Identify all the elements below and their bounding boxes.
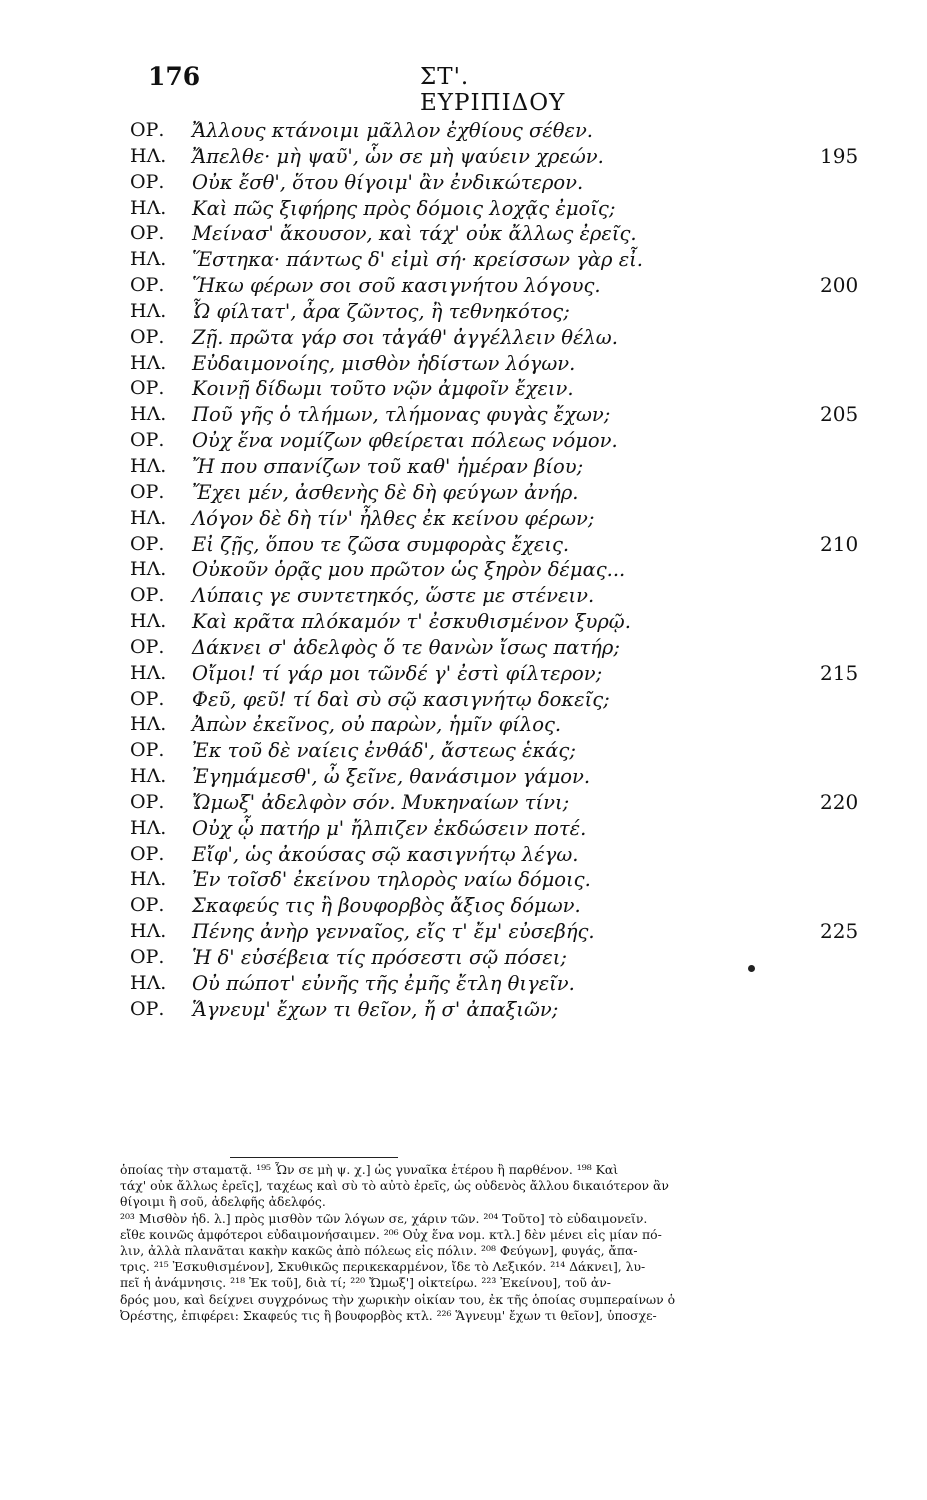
speaker-label: ΟΡ. [130,480,165,503]
verse-text: Μείνασ' ἄκουσον, καὶ τάχ' οὐκ ἄλλως ἐρεῖς. [192,222,637,246]
speaker-label: ΗΛ. [130,196,167,219]
verse-line [130,402,890,428]
verse-line [130,196,890,222]
verse-line [130,919,890,945]
footnote-line: εἴθε κοινῶς ἀμφότεροι εὐδαιμονήσαιμεν. ²⁰⁶ Οὐχ ἕνα νομ. κτλ.] δὲν μένει εἰς μίαν πό- [120,1226,662,1242]
footnote-line: δρός μου, καὶ δείχνει συγχρόνως τὴν χωρικὴν οἰκίαν του, ἐκ τῆς ὁποίας συμπεραίνων ὁ [120,1291,676,1307]
speaker-label: ΗΛ. [130,403,167,426]
speaker-label: ΟΡ. [130,894,165,917]
verse-text: Ἡ δ' εὐσέβεια τίς πρόσεστι σῷ πόσει; [192,946,567,969]
verse-line [130,144,890,170]
verse-line [130,170,890,196]
verse-text: Οἴμοι! τί γάρ μοι τῶνδέ γ' ἐστὶ φίλτερον; [192,661,603,685]
verse-text: Ἕστηκα· πάντως δ' εἰμὶ σή· κρείσσων γὰρ εἶ. [192,248,644,272]
verse-text: Ἔχει μέν, ἀσθενὴς δὲ δὴ φεύγων ἀνήρ. [192,480,579,504]
verse-dialogue [130,118,890,1023]
speaker-label: ΗΛ. [130,920,167,943]
verse-text: Ἄλλους κτάνοιμι μᾶλλον ἐχθίους σέθεν. [192,119,594,142]
verse-line [130,273,890,299]
verse-text: Οὐχ ἕνα νομίζων φθείρεται πόλεως νόμον. [192,429,618,453]
verse-text: Καὶ πῶς ξιφήρης πρὸς δόμοις λοχᾷς ἐμοῖς; [192,196,616,220]
verse-line [130,997,890,1023]
verse-text: Ἥκω φέρων σοι σοῦ κασιγνήτου λόγους. [192,274,601,298]
speaker-label: ΗΛ. [130,868,167,891]
verse-line [130,635,890,661]
speaker-label: ΟΡ. [130,997,165,1020]
verse-line [130,867,890,893]
verse-text: Ἀπὼν ἐκεῖνος, οὐ παρὼν, ἡμῖν φίλος. [192,713,562,737]
verse-text: Σκαφεύς τις ἢ βουφορβὸς ἄξιος δόμων. [192,894,581,918]
verse-text: Ἐκ τοῦ δὲ ναίεις ἐνθάδ', ἄστεως ἑκάς; [192,739,576,763]
verse-line [130,506,890,532]
verse-line [130,325,890,351]
verse-line [130,247,890,273]
verse-line [130,221,890,247]
speaker-label: ΟΡ. [130,429,165,452]
verse-line [130,816,890,842]
footnote-line: τάχ' οὐκ ἄλλως ἐρεῖς], ταχέως καὶ σὺ τὸ αὐτὸ ἐρεῖς, ὡς οὐδενὸς ἄλλου δικαιότερον ἂν [120,1178,669,1194]
verse-text: Ἐγημάμεσθ', ὦ ξεῖνε, θανάσιμον γάμον. [192,765,591,789]
speaker-label: ΟΡ. [130,274,165,297]
speaker-label: ΟΡ. [130,325,165,348]
verse-text: Εἰ ζῇς, ὅπου τε ζῶσα συμφορὰς ἔχεις. [192,532,570,556]
verse-text: Κοινῇ δίδωμι τοῦτο νῷν ἀμφοῖν ἔχειν. [192,377,574,401]
speaker-label: ΗΛ. [130,610,167,633]
speaker-label: ΗΛ. [130,248,167,271]
speaker-label: ΟΡ. [130,222,165,245]
verse-line [130,893,890,919]
speaker-label: ΗΛ. [130,713,167,736]
footnotes [120,1162,855,1324]
verse-text: Ζῇ. πρῶτα γάρ σοι τἀγάθ' ἀγγέλλειν θέλω. [192,325,618,349]
speaker-label: ΟΡ. [130,584,165,607]
speaker-label: ΗΛ. [130,816,167,839]
speaker-label: ΟΡ. [130,946,165,968]
speaker-label: ΟΡ. [130,119,165,141]
speaker-label: ΗΛ. [130,558,167,581]
speaker-label: ΟΡ. [130,790,165,813]
verse-text: Οὐκοῦν ὁρᾷς μου πρῶτον ὡς ξηρὸν δέμας... [192,558,626,582]
verse-line [130,609,890,635]
verse-text: Πένης ἀνὴρ γενναῖος, εἴς τ' ἔμ' εὐσεβής. [192,920,595,944]
speaker-label: ΟΡ. [130,170,165,193]
verse-line [130,428,890,454]
speaker-label: ΗΛ. [130,661,167,684]
verse-text: Ὤμωξ' ἀδελφὸν σόν. Μυκηναίων τίνι; [192,790,570,814]
line-number: 225 [820,919,859,944]
verse-text: Ἐν τοῖσδ' ἐκείνου τηλορὸς ναίω δόμοις. [192,868,591,892]
verse-line [130,712,890,738]
verse-text: Ἅγνευμ' ἔχων τι θεῖον, ἤ σ' ἀπαξιῶν; [192,997,559,1021]
footnote-line: ²⁰³ Μισθὸν ἡδ. λ.] πρὸς μισθὸν τῶν λόγων σε, χάριν τῶν. ²⁰⁴ Τοῦτο] τὸ εὐδαιμονεῖν. [120,1210,648,1226]
verse-text: Ποῦ γῆς ὁ τλήμων, τλήμονας φυγὰς ἔχων; [192,403,611,427]
speaker-label: ΗΛ. [130,454,167,477]
verse-line [130,738,890,764]
speaker-label: ΗΛ. [130,144,167,167]
verse-text: Οὐχ ᾧ πατήρ μ' ἤλπιζεν ἐκδώσειν ποτέ. [192,816,587,840]
verse-line [130,842,890,868]
ink-dot [748,965,755,972]
speaker-label: ΟΡ. [130,687,165,710]
verse-line [130,764,890,790]
verse-line [130,454,890,480]
line-number: 210 [820,531,859,556]
footnote-line: τρις. ²¹⁵ Ἐσκυθισμένον], Σκυθικῶς περικεκαρμένον, ἴδε τὸ Λεξικόν. ²¹⁴ Δάκνει], λυ- [120,1259,646,1275]
footnote-line: λιν, ἀλλὰ πλανᾶται κακὴν κακῶς ἀπὸ πόλεως εἰς πόλιν. ²⁰⁸ Φεύγων], φυγάς, ἄπα- [120,1243,638,1259]
verse-line [130,945,890,971]
line-number: 220 [820,789,859,814]
speaker-label: ΗΛ. [130,351,167,374]
verse-text: Οὐκ ἔσθ', ὅτου θίγοιμ' ἂν ἐνδικώτερον. [192,170,584,194]
verse-text: Φεῦ, φεῦ! τί δαὶ σὺ σῷ κασιγνήτῳ δοκεῖς; [192,687,610,711]
speaker-label: ΟΡ. [130,532,165,555]
footnote-line: πεῖ ἡ ἀνάμνησις. ²¹⁸ Ἐκ τοῦ], διὰ τί; ²²⁰ Ὤμωξ'] οἰκτείρω. ²²³ Ἐκείνου], τοῦ ἀν- [120,1275,611,1291]
speaker-label: ΟΡ. [130,739,165,762]
verse-line [130,971,890,997]
footnote-line: Ὀρέστης, ἐπιφέρει: Σκαφεύς τις ἢ βουφορβὸς κτλ. ²²⁶ Ἅγνευμ' ἔχων τι θεῖον], ὑποσχε- [120,1307,657,1323]
footnote-line: θίγοιμι ἢ σοῦ, ἀδελφῆς ἀδελφός. [120,1194,326,1210]
speaker-label: ΗΛ. [130,765,167,788]
verse-text: Εἴφ', ὡς ἀκούσας σῷ κασιγνήτῳ λέγω. [192,842,579,866]
line-number: 195 [820,143,859,168]
line-number: 215 [820,660,859,685]
verse-line [130,351,890,377]
speaker-label: ΗΛ. [130,506,167,529]
speaker-label: ΗΛ. [130,971,167,994]
verse-line [130,790,890,816]
speaker-label: ΟΡ. [130,842,165,865]
verse-line [130,583,890,609]
verse-text: Δάκνει σ' ἀδελφὸς ὅ τε θανὼν ἴσως πατήρ; [192,635,620,659]
verse-line [130,118,890,144]
verse-text: Καὶ κρᾶτα πλόκαμόν τ' ἐσκυθισμένον ξυρῷ. [192,610,631,634]
verse-text: Ἤ που σπανίζων τοῦ καθ' ἡμέραν βίου; [192,454,584,478]
page-number: 176 [148,62,201,91]
verse-text: Λόγον δὲ δὴ τίν' ἦλθες ἐκ κείνου φέρων; [192,506,595,530]
verse-line [130,687,890,713]
verse-text: Λύπαις γε συντετηκός, ὥστε με στένειν. [192,584,595,608]
verse-text: Ὦ φίλτατ', ἆρα ζῶντος, ἢ τεθνηκότος; [192,299,570,323]
speaker-label: ΟΡ. [130,377,165,400]
verse-line [130,299,890,325]
speaker-label: ΟΡ. [130,635,165,658]
verse-line [130,480,890,506]
footnote-line: ὁποίας τὴν σταματᾷ. ¹⁹⁵ Ὧν σε μὴ ψ. χ.] ὡς γυναῖκα ἑτέρου ἢ παρθένον. ¹⁹⁸ Καὶ [120,1162,619,1177]
verse-line [130,376,890,402]
verse-line [130,661,890,687]
verse-text: Ἄπελθε· μὴ ψαῦ', ὧν σε μὴ ψαύειν χρεών. [192,144,604,168]
running-title: ΣΤ'. ΕΥΡΙΠΙΔΟΥ [420,64,566,116]
line-number: 200 [820,273,859,298]
verse-text: Οὐ πώποτ' εὐνῆς τῆς ἐμῆς ἔτλη θιγεῖν. [192,971,575,995]
page-header [148,62,608,116]
line-number: 205 [820,402,859,427]
verse-text: Εὐδαιμονοίης, μισθὸν ἡδίστων λόγων. [192,351,576,375]
speaker-label: ΗΛ. [130,299,167,322]
verse-line [130,557,890,583]
footnote-rule [230,1157,398,1158]
verse-line [130,532,890,558]
